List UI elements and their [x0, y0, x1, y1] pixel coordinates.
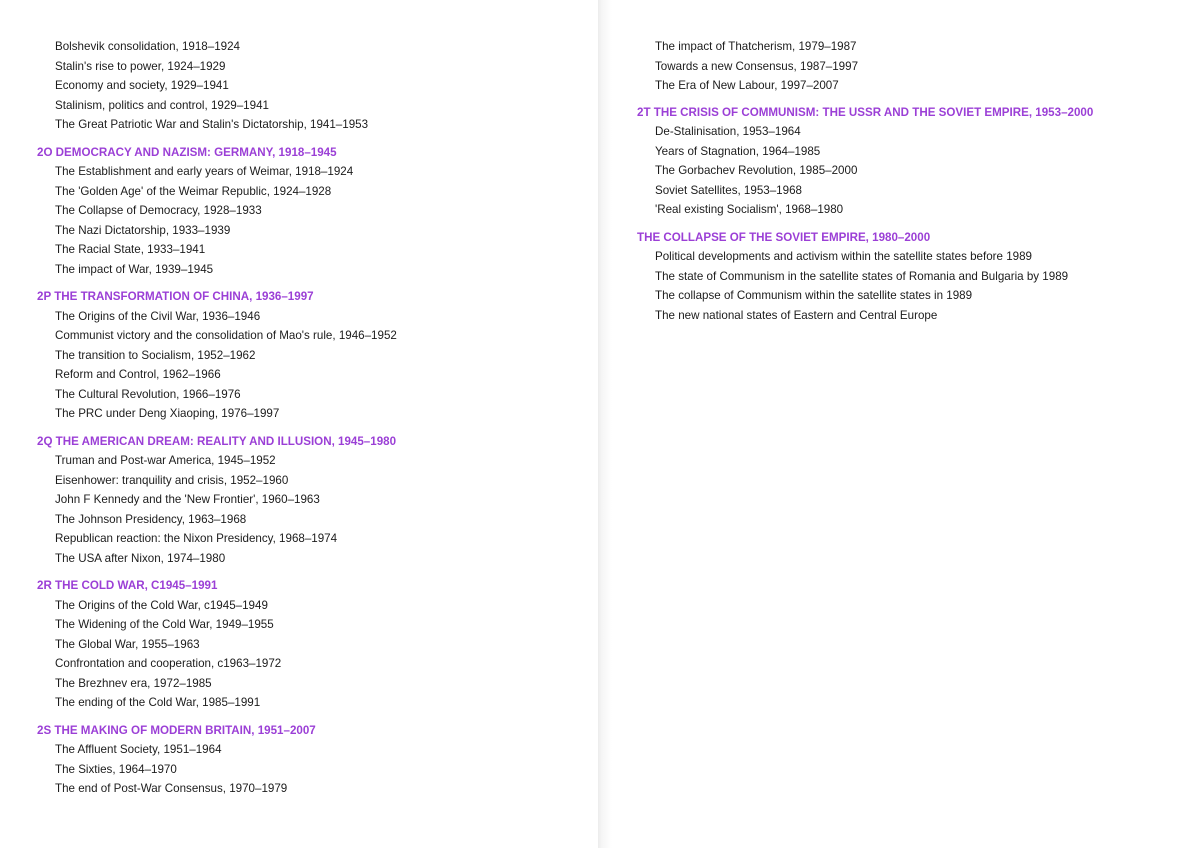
- list-item: Political developments and activism within the satellite states before 1989: [655, 250, 1033, 263]
- list-item: The Affluent Society, 1951–1964: [55, 743, 222, 756]
- list-item: Towards a new Consensus, 1987–1997: [655, 59, 859, 73]
- list-item: Communist victory and the consolidation of Mao's rule, 1946–1952: [55, 329, 397, 342]
- section-heading-2r: 2R THE COLD WAR, C1945–1991: [37, 579, 218, 592]
- left-page: [0, 0, 598, 848]
- list-item: The Widening of the Cold War, 1949–1955: [55, 618, 274, 631]
- list-item: The impact of War, 1939–1945: [55, 262, 214, 276]
- list-item: 'Real existing Socialism', 1968–1980: [655, 203, 844, 216]
- list-item: The new national states of Eastern and Central Europe: [655, 308, 938, 322]
- list-item: Stalinism, politics and control, 1929–1941: [55, 98, 269, 112]
- list-item: Stalin's rise to power, 1924–1929: [55, 59, 226, 73]
- list-item: The impact of Thatcherism, 1979–1987: [655, 40, 857, 53]
- list-item: The Nazi Dictatorship, 1933–1939: [55, 223, 231, 237]
- list-item: The Gorbachev Revolution, 1985–2000: [655, 164, 858, 177]
- list-item: Republican reaction: the Nixon Presidency, 1968–1974: [55, 532, 338, 545]
- list-item: The Origins of the Civil War, 1936–1946: [55, 309, 261, 323]
- list-item: Economy and society, 1929–1941: [55, 79, 229, 92]
- right-page-content: [637, 37, 1093, 325]
- section-heading-2o: 2O DEMOCRACY AND NAZISM: GERMANY, 1918–1945: [37, 145, 337, 159]
- list-item: Years of Stagnation, 1964–1985: [655, 144, 821, 158]
- list-item: Eisenhower: tranquility and crisis, 1952–1960: [55, 473, 289, 487]
- list-item: De-Stalinisation, 1953–1964: [655, 125, 801, 138]
- section-heading-collapse-soviet-empire: THE COLLAPSE OF THE SOVIET EMPIRE, 1980–2000: [637, 230, 931, 244]
- list-item: Reform and Control, 1962–1966: [55, 368, 221, 381]
- section-heading-2p: 2P THE TRANSFORMATION OF CHINA, 1936–1997: [37, 290, 314, 303]
- list-item: The collapse of Communism within the satellite states in 1989: [655, 289, 973, 302]
- list-item: The Sixties, 1964–1970: [55, 762, 177, 776]
- section-heading-2q: 2Q THE AMERICAN DREAM: REALITY AND ILLUSION, 1945–1980: [37, 434, 397, 448]
- list-item: The ending of the Cold War, 1985–1991: [55, 696, 261, 709]
- list-item: The state of Communism in the satellite states of Romania and Bulgaria by 1989: [655, 269, 1069, 283]
- list-item: The 'Golden Age' of the Weimar Republic, 1924–1928: [55, 184, 332, 198]
- section-heading-2s: 2S THE MAKING OF MODERN BRITAIN, 1951–2007: [37, 723, 316, 737]
- list-item: Confrontation and cooperation, c1963–1972: [55, 657, 282, 670]
- list-item: Soviet Satellites, 1953–1968: [655, 183, 802, 197]
- list-item: The Origins of the Cold War, c1945–1949: [55, 598, 268, 612]
- list-item: John F Kennedy and the 'New Frontier', 1960–1963: [55, 493, 320, 506]
- list-item: The Era of New Labour, 1997–2007: [655, 79, 839, 92]
- right-page: [598, 0, 1200, 848]
- list-item: Truman and Post-war America, 1945–1952: [55, 454, 276, 467]
- list-item: The Collapse of Democracy, 1928–1933: [55, 204, 262, 217]
- list-item: Bolshevik consolidation, 1918–1924: [55, 40, 240, 53]
- list-item: The transition to Socialism, 1952–1962: [55, 348, 256, 362]
- list-item: The Great Patriotic War and Stalin's Dictatorship, 1941–1953: [55, 118, 369, 131]
- list-item: The Johnson Presidency, 1963–1968: [55, 512, 247, 526]
- list-item: The USA after Nixon, 1974–1980: [55, 551, 226, 565]
- list-item: The Cultural Revolution, 1966–1976: [55, 387, 241, 401]
- list-item: The PRC under Deng Xiaoping, 1976–1997: [55, 407, 280, 420]
- list-item: The Racial State, 1933–1941: [55, 243, 206, 256]
- list-item: The Brezhnev era, 1972–1985: [55, 676, 212, 690]
- section-heading-2t: 2T THE CRISIS OF COMMUNISM: THE USSR AND THE SOVIET EMPIRE, 1953–2000: [637, 105, 1094, 119]
- left-page-content: [37, 37, 397, 799]
- list-item: The Establishment and early years of Weimar, 1918–1924: [55, 165, 354, 178]
- list-item: The end of Post-War Consensus, 1970–1979: [55, 782, 288, 795]
- list-item: The Global War, 1955–1963: [55, 637, 200, 651]
